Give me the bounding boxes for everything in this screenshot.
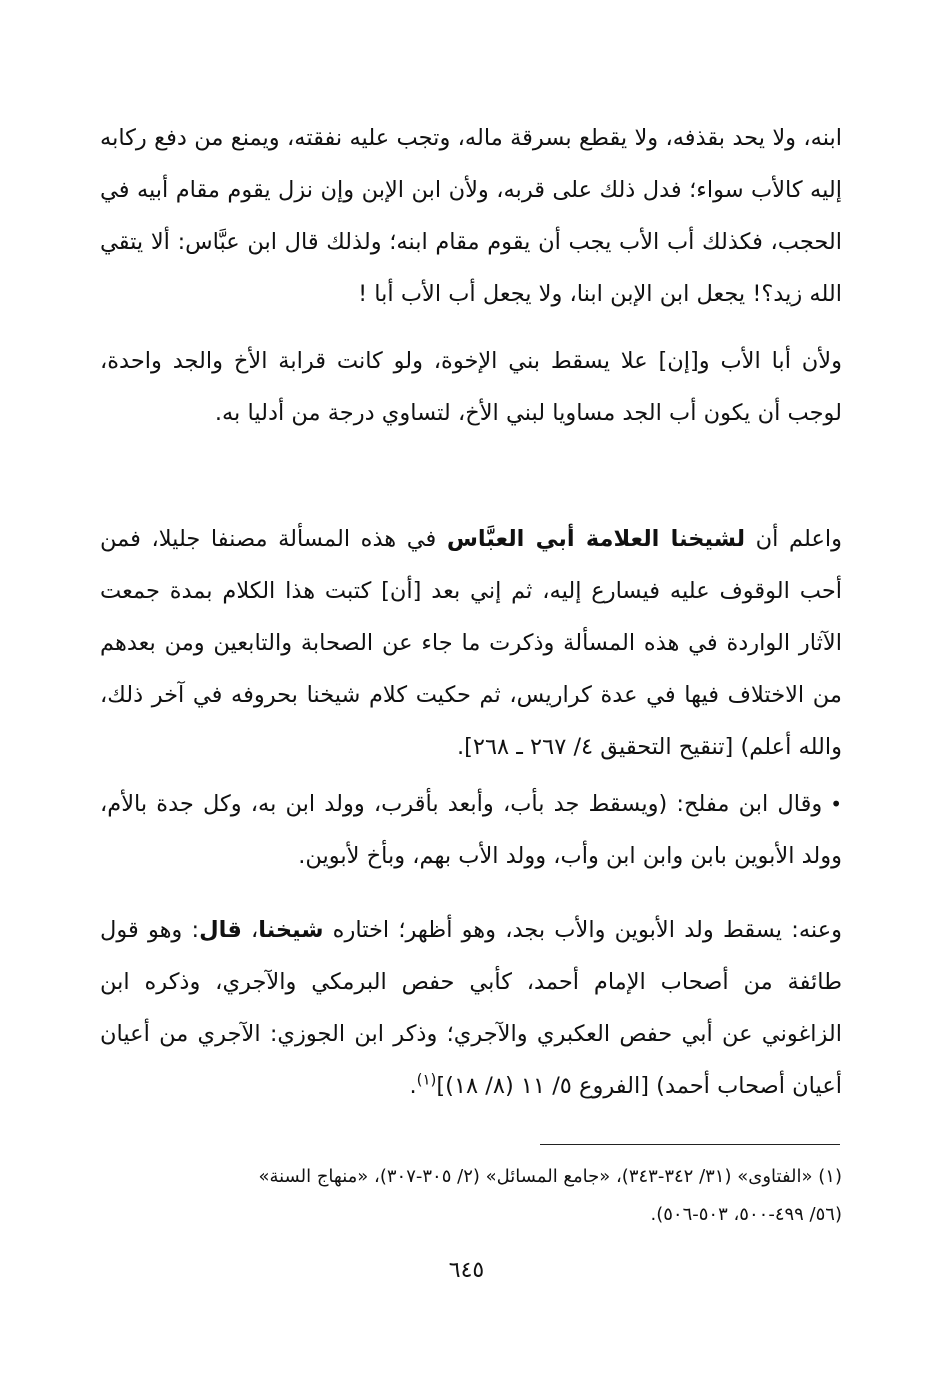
paragraph-1 bbox=[100, 112, 842, 320]
paragraph-5 bbox=[100, 904, 842, 1112]
paragraph-3 bbox=[100, 513, 842, 773]
bullet-icon: • bbox=[830, 792, 842, 816]
paragraph-4-text: وقال ابن مفلح: (ويسقط جد بأب، وأبعد بأقرب، وولد ابن به، وكل جدة بالأم، وولد الأبوين بابن وابن ابن وأب، وولد الأب بهم، وبأخ لأبوين. bbox=[100, 791, 842, 869]
footnote-reference: (١) bbox=[416, 1070, 437, 1089]
paragraph-5-comma: ، bbox=[241, 917, 259, 943]
footnote-line-1: (١) «الفتاوى» (٣١/ ٣٤٢-٣٤٣)، «جامع المسائل» (٢/ ٣٠٥-٣٠٧)، «منهاج السنة» bbox=[258, 1166, 842, 1187]
paragraph-5-text-start: وعنه: يسقط ولد الأبوين والأب بجد، وهو أظهر؛ اختاره bbox=[323, 917, 842, 943]
paragraph-2 bbox=[100, 335, 842, 439]
footnote bbox=[100, 1158, 842, 1234]
paragraph-3-text-start: واعلم أن bbox=[745, 526, 842, 552]
page-number: ٦٤٥ bbox=[448, 1258, 485, 1283]
paragraph-3-bold-name: لشيخنا العلامة أبي العبَّاس bbox=[446, 526, 746, 552]
paragraph-5-bold-shaykhuna: شيخنا bbox=[258, 917, 324, 943]
paragraph-5-bold-qala: قال bbox=[199, 917, 242, 943]
paragraph-5-text-end: : وهو قول طائفة من أصحاب الإمام أحمد، كأبي حفص البرمكي والآجري، وذكره ابن الزاغوني عن أبي حفص العكبري والآجري؛ وذكر ابن الجوزي: الآجري من أعيان أعيان أصحاب أحمد) [الفروع ٥/ ١١ (٨/ ١٨)] bbox=[100, 917, 842, 1099]
paragraph-5-period: . bbox=[409, 1073, 417, 1099]
footnote-line-2: (٥٦/ ٤٩٩-٥٠٠، ٥٠٣-٥٠٦). bbox=[650, 1204, 842, 1225]
footnote-separator bbox=[540, 1144, 840, 1145]
paragraph-4 bbox=[100, 778, 842, 882]
paragraph-1-text: ابنه، ولا يحد بقذفه، ولا يقطع بسرقة ماله، وتجب عليه نفقته، ويمنع من دفع ركابه إليه كالأب سواء؛ فدل ذلك على قربه، ولأن ابن الإبن وإن نزل يقوم مقام أبيه في الحجب، فكذلك أب الأب يجب أن يقوم مقام ابنه؛ ولذلك قال ابن عبَّاس: ألا يتقي الله زيد؟! يجعل ابن الإبن ابنا، ولا يجعل أب الأب أبا ! bbox=[100, 125, 842, 307]
paragraph-3-text-end: في هذه المسألة مصنفا جليلا، فمن أحب الوقوف عليه فيسارع إليه، ثم إني بعد [أن] كتبت هذا الكلام بمدة جمعت الآثار الواردة في هذه المسألة وذكرت ما جاء عن الصحابة والتابعين ومن بعدهم من الاختلاف فيها في عدة كراريس، ثم حكيت كلام شيخنا بحروفه في آخر ذلك، والله أعلم) [تنقيح التحقيق ٤/ ٢٦٧ ـ ٢٦٨]. bbox=[100, 526, 842, 760]
paragraph-2-text: ولأن أبا الأب و[إن] علا يسقط بني الإخوة، ولو كانت قرابة الأخ والجد واحدة، لوجب أن يكون أب الجد مساويا لبني الأخ، لتساوي درجة من أدليا به. bbox=[100, 348, 842, 426]
